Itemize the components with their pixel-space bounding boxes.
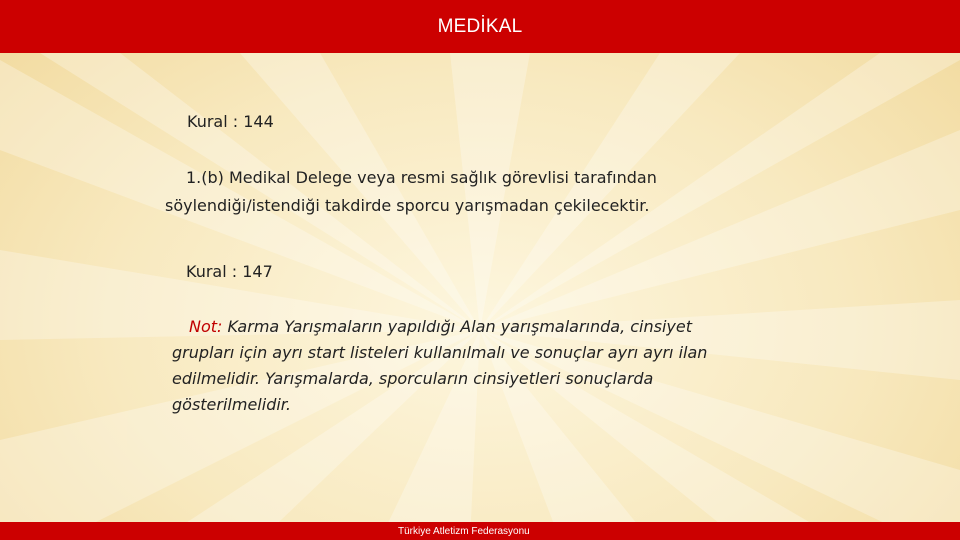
note-line-4: gösterilmelidir.	[172, 395, 291, 414]
rule-147-note	[172, 314, 812, 418]
rule-147-label: Kural : 147	[186, 262, 273, 281]
note-line-1-text: Karma Yarışmaların yapıldığı Alan yarışmalarında, cinsiyet	[222, 317, 692, 336]
note-line-1	[172, 314, 812, 340]
note-line-3: edilmelidir. Yarışmalarda, sporcuların cinsiyetleri sonuçlarda	[172, 369, 654, 388]
rule-144-line-1: 1.(b) Medikal Delege veya resmi sağlık görevlisi tarafından	[186, 168, 657, 187]
rule-144-label: Kural : 144	[187, 112, 274, 131]
note-label: Not:	[189, 317, 223, 336]
rule-144-line-2: söylendiği/istendiği takdirde sporcu yarışmadan çekilecektir.	[165, 196, 650, 215]
footer-text: Türkiye Atletizm Federasyonu	[398, 526, 530, 537]
note-line-2: grupları için ayrı start listeleri kullanılmalı ve sonuçlar ayrı ayrı ilan	[172, 343, 708, 362]
rule-144-text	[165, 164, 765, 220]
slide-title: MEDİKAL	[437, 16, 523, 37]
